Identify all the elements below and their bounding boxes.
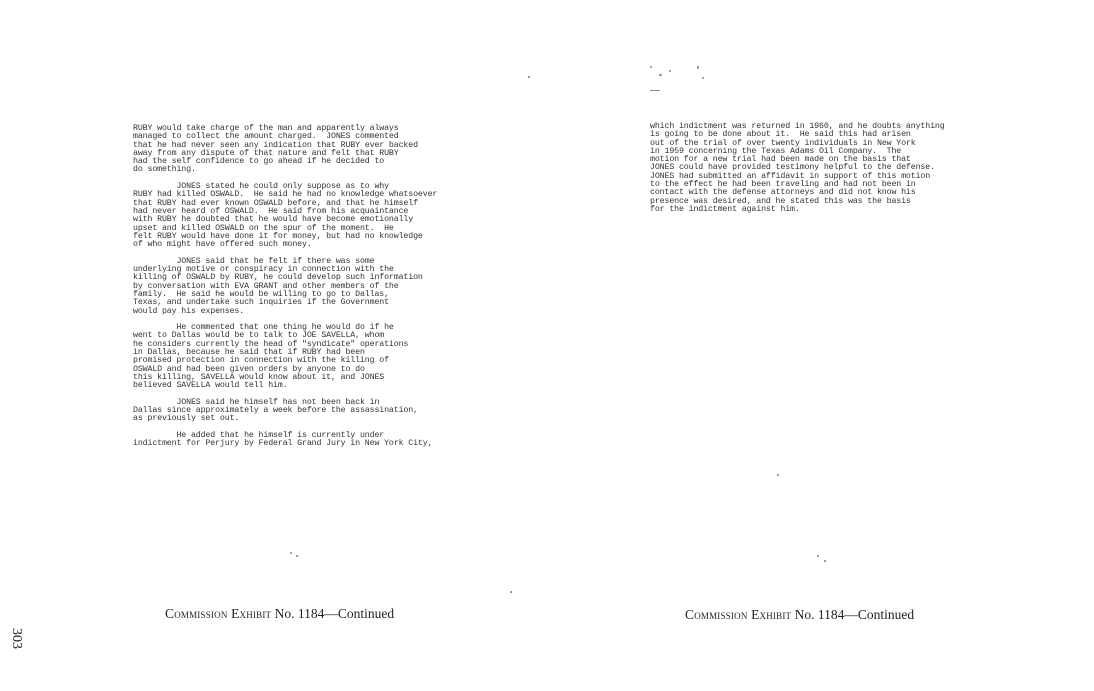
text-line: as previously set out. <box>133 414 240 424</box>
scan-speck <box>650 90 660 91</box>
text-line: in Dallas, because he said that if RUBY had been <box>133 348 365 358</box>
scan-speck <box>659 74 662 76</box>
caption-suffix: No. 1184—Continued <box>794 607 915 622</box>
text-line: motion for a new trial had been made on the basis that <box>650 155 911 165</box>
scan-speck <box>290 552 292 554</box>
text-line: killing of OSWALD by RUBY, he could develop such information <box>133 273 423 283</box>
text-line: to the effect he had been traveling and had not been in <box>650 180 916 190</box>
text-line: felt RUBY would have done it for money, but had no knowledge <box>133 231 423 241</box>
text-line: promised protection in connection with the killing of <box>133 356 389 366</box>
text-line: JONES had submitted an affidavit in support of this motion <box>650 171 931 181</box>
text-line: RUBY had killed OSWALD. He said he had no knowledge whatsoever <box>133 190 438 200</box>
scan-speck <box>817 555 819 557</box>
text-line: had never heard of OSWALD. He said from his acquaintance <box>133 206 409 216</box>
scan-speck <box>669 70 671 72</box>
text-line: OSWALD and had been given orders by anyone to do <box>133 364 365 374</box>
text-line: would pay his expenses. <box>133 306 245 316</box>
scan-speck <box>528 76 530 78</box>
text-line: away from any dispute of that nature and felt that RUBY <box>133 148 399 158</box>
text-line: He commented that one thing he would do if he <box>133 323 394 333</box>
left-page-caption <box>165 606 394 622</box>
scan-speck <box>824 560 826 562</box>
text-line: upset and killed OSWALD on the spur of the moment. He <box>133 223 394 233</box>
text-line: out of the trial of over twenty individuals in New York <box>650 138 916 148</box>
text-line: he considers currently the head of "syndicate" operations <box>133 339 409 349</box>
scan-speck <box>296 555 298 557</box>
text-line: RUBY would take charge of the man and apparently always <box>133 124 399 133</box>
text-line: Texas, and undertake such inquiries if the Government <box>133 298 389 308</box>
scan-speck <box>702 77 704 79</box>
text-line: do something. <box>133 165 196 175</box>
text-line: of who might have offered such money. <box>133 240 312 250</box>
text-line: JONES stated he could only suppose as to why <box>133 182 389 192</box>
caption-prefix: Commission Exhibit <box>165 606 272 621</box>
left-page-body-text <box>133 125 437 449</box>
caption-suffix: No. 1184—Continued <box>274 606 395 621</box>
text-line: JONES could have provided testimony helpful to the defense. <box>650 163 935 173</box>
right-page-body-text <box>650 123 945 214</box>
scan-speck <box>650 66 652 68</box>
text-line: in 1959 concerning the Texas Adams Oil Company. The <box>650 146 902 156</box>
right-page <box>547 0 1094 691</box>
text-line: is going to be done about it. He said this had arisen <box>650 130 911 140</box>
text-line: had the self confidence to go ahead if he decided to <box>133 157 385 167</box>
text-line: managed to collect the amount charged. JONES commented <box>133 132 399 142</box>
text-line: JONES said that he felt if there was some <box>133 256 375 266</box>
text-line: underlying motive or conspiracy in connection with the <box>133 265 394 275</box>
text-line: that RUBY had ever known OSWALD before, and that he himself <box>133 198 418 208</box>
text-line: which indictment was returned in 1960, and he doubts anything <box>650 122 945 131</box>
scan-speck <box>510 591 512 593</box>
text-line: JONES said he himself has not been back in <box>133 397 380 407</box>
text-line: family. He said he would be willing to go to Dallas, <box>133 289 389 299</box>
page-number: 303 <box>9 628 24 649</box>
text-line: Dallas since approximately a week before the assassination, <box>133 406 418 416</box>
text-line: believed SAVELLA would tell him. <box>133 381 288 391</box>
scan-speck <box>777 474 779 476</box>
text-line: with RUBY he doubted that he would have become emotionally <box>133 215 414 225</box>
text-line: by conversation with EVA GRANT and other members of the <box>133 281 399 291</box>
text-line: went to Dallas would be to talk to JOE SAVELLA, whom <box>133 331 385 341</box>
text-line: that he had never seen any indication that RUBY ever backed <box>133 140 418 150</box>
text-line: He added that he himself is currently under <box>133 430 385 440</box>
scan-speck <box>697 66 699 69</box>
right-page-caption <box>685 607 914 623</box>
text-line: indictment for Perjury by Federal Grand Jury in New York City, <box>133 439 433 449</box>
text-line: contact with the defense attorneys and did not know his <box>650 188 916 198</box>
caption-prefix: Commission Exhibit <box>685 607 792 622</box>
text-line: presence was desired, and he stated this was the basis <box>650 196 911 206</box>
text-line: this killing, SAVELLA would know about it, and JONES <box>133 372 385 382</box>
text-line: for the indictment against him. <box>650 204 800 214</box>
